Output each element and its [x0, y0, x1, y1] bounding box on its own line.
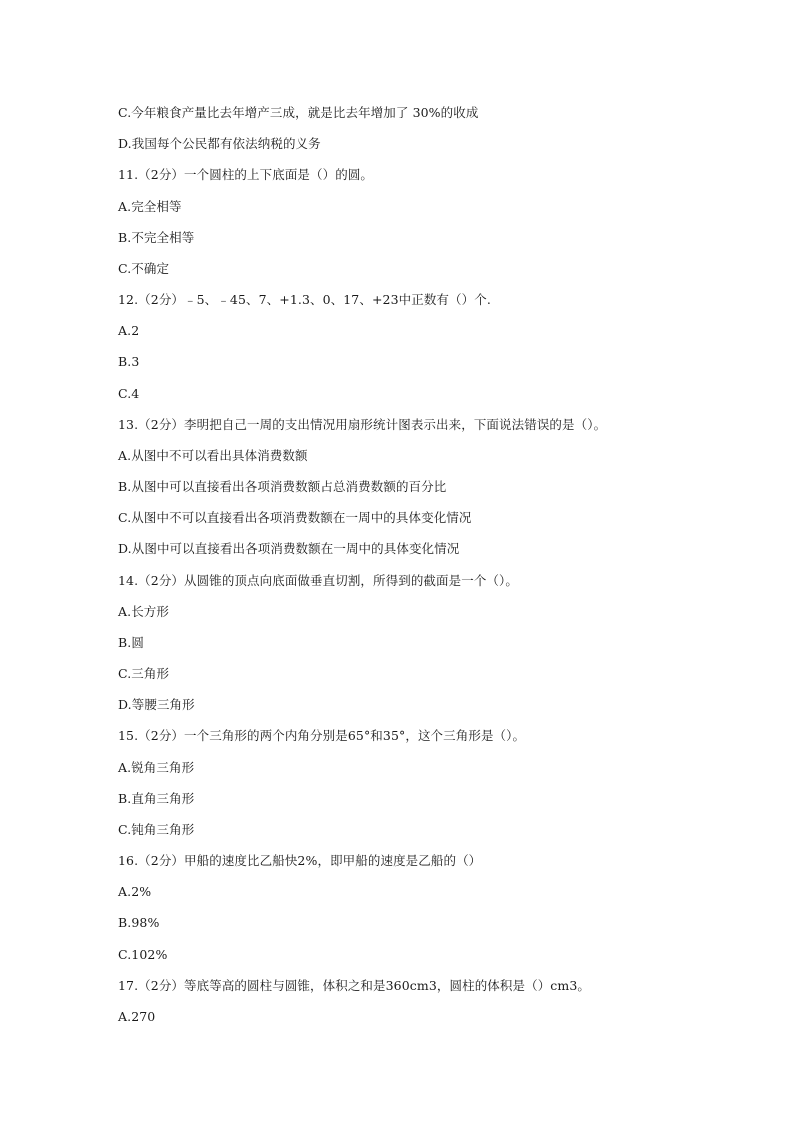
option-10c: C.今年粮食产量比去年增产三成，就是比去年增加了 30%的收成 [118, 105, 479, 120]
question-15: 15.（2分）一个三角形的两个内角分别是65°和35°，这个三角形是（）。 [118, 728, 526, 744]
question-16: 16.（2分）甲船的速度比乙船快2%，即甲船的速度是乙船的（） [118, 853, 482, 869]
option-10d: D.我国每个公民都有依法纳税的义务 [118, 136, 321, 152]
option-12c: C.4 [118, 385, 140, 401]
option-12a: A.2 [118, 323, 140, 339]
question-11: 11.（2分）一个圆柱的上下底面是（）的圆。 [118, 167, 374, 183]
option-16a: A.2% [118, 884, 152, 900]
question-13: 13.（2分）李明把自己一周的支出情况用扇形统计图表示出来，下面说法错误的是（）。 [118, 416, 607, 432]
option-12b: B.3 [118, 354, 140, 370]
option-17a: A.270 [118, 1008, 156, 1024]
option-15a: A.锐角三角形 [118, 759, 195, 775]
option-14a: A.长方形 [118, 603, 170, 619]
option-15b: B.直角三角形 [118, 790, 195, 806]
question-12: 12.（2分）﹣5、﹣45、7、+1.3、0、17、+23中正数有（）个. [118, 292, 491, 308]
option-16b: B.98% [118, 915, 160, 931]
option-13b: B.从图中可以直接看出各项消费数额占总消费数额的百分比 [118, 479, 447, 495]
option-11c: C.不确定 [118, 260, 170, 276]
option-14b: B.圆 [118, 634, 144, 650]
option-13a: A.从图中不可以看出具体消费数额 [118, 447, 308, 463]
option-11b: B.不完全相等 [118, 229, 195, 245]
question-14: 14.（2分）从圆锥的顶点向底面做垂直切割，所得到的截面是一个（）。 [118, 572, 518, 588]
option-15c: C.钝角三角形 [118, 821, 195, 837]
option-16c: C.102% [118, 946, 168, 962]
option-11a: A.完全相等 [118, 198, 182, 214]
document-text [118, 101, 718, 1036]
question-17: 17.（2分）等底等高的圆柱与圆锥，体积之和是360cm3，圆柱的体积是（）cm3。 [118, 977, 591, 993]
option-14c: C.三角形 [118, 666, 170, 682]
option-13c: C.从图中不可以直接看出各项消费数额在一周中的具体变化情况 [118, 510, 472, 526]
option-13d: D.从图中可以直接看出各项消费数额在一周中的具体变化情况 [118, 541, 460, 557]
option-14d: D.等腰三角形 [118, 697, 195, 713]
